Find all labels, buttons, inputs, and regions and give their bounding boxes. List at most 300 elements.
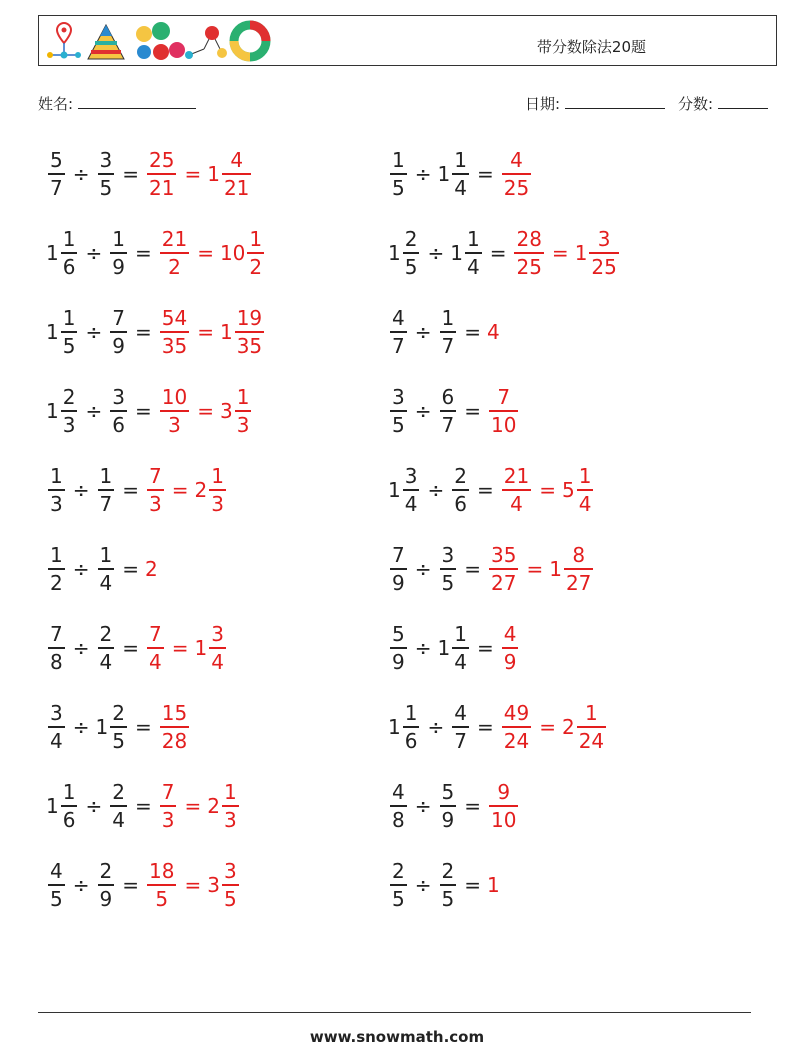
node-graph-icon — [185, 26, 227, 59]
denominator: 9 — [112, 333, 125, 358]
problem-item — [388, 534, 595, 604]
fraction-bar — [440, 568, 457, 570]
answer — [487, 873, 500, 897]
whole-number: 4 — [487, 320, 500, 344]
fraction — [440, 861, 457, 909]
numerator: 1 — [62, 227, 76, 252]
denominator: 9 — [392, 649, 405, 674]
fraction-bar — [110, 805, 127, 807]
fraction-bar — [489, 805, 518, 807]
dividend — [46, 703, 67, 751]
fraction-bar — [222, 884, 239, 886]
fraction-bar — [440, 331, 457, 333]
answer-value — [549, 545, 595, 593]
dividend — [46, 387, 79, 435]
dividend — [388, 782, 409, 830]
numerator: 15 — [161, 701, 188, 726]
whole-number: 1 — [46, 320, 59, 344]
denominator: 2 — [50, 570, 63, 595]
equals-sign: = — [197, 399, 214, 423]
numerator: 35 — [491, 543, 517, 568]
dividend — [46, 624, 67, 672]
worksheet-title: 带分数除法20题 — [536, 38, 646, 56]
numerator: 7 — [149, 622, 162, 647]
fraction-bar — [489, 410, 518, 412]
denominator: 3 — [223, 807, 237, 832]
answer-value — [158, 782, 179, 830]
denominator: 5 — [50, 886, 63, 911]
divisor — [108, 387, 129, 435]
answer-value — [195, 624, 228, 672]
score-blank — [718, 107, 768, 109]
equals-sign: = — [122, 162, 139, 186]
denominator: 21 — [223, 175, 250, 200]
dividend — [388, 466, 421, 514]
equals-sign: = — [464, 873, 481, 897]
fraction — [489, 387, 518, 435]
numerator: 3 — [441, 543, 455, 568]
numerator: 1 — [404, 701, 418, 726]
whole-number: 10 — [219, 241, 246, 265]
whole-number: 3 — [207, 873, 220, 897]
denominator: 9 — [392, 570, 405, 595]
fraction — [577, 703, 606, 751]
score-label: 分数: — [678, 95, 714, 113]
name-blank — [78, 107, 196, 109]
fraction-bar — [160, 331, 189, 333]
name-field — [38, 93, 196, 114]
fraction — [502, 150, 531, 198]
fraction — [98, 466, 115, 514]
answer-value — [487, 782, 520, 830]
numerator: 4 — [392, 306, 405, 331]
date-label: 日期: — [525, 95, 561, 113]
fraction — [160, 782, 177, 830]
fraction — [110, 229, 127, 277]
fraction-bar — [110, 410, 127, 412]
fraction-bar — [61, 805, 78, 807]
fraction-bar — [502, 647, 519, 649]
equals-sign: = — [476, 715, 494, 739]
equals-sign: = — [476, 636, 494, 660]
whole-number: 1 — [46, 241, 59, 265]
answer — [158, 229, 266, 277]
fraction-bar — [390, 173, 407, 175]
numerator: 3 — [223, 859, 237, 884]
divisor — [438, 782, 459, 830]
equals-sign: = — [539, 478, 556, 502]
whole-number: 1 — [437, 636, 451, 660]
divisor — [450, 703, 471, 751]
fraction-bar — [440, 884, 457, 886]
answer-value — [158, 229, 191, 277]
answer — [145, 466, 228, 514]
equals-sign: = — [122, 873, 139, 897]
whole-number: 2 — [561, 715, 575, 739]
fraction — [222, 150, 251, 198]
fraction-bar — [502, 726, 531, 728]
fraction-bar — [98, 173, 115, 175]
whole-number: 2 — [207, 794, 220, 818]
answer — [145, 150, 253, 198]
numerator: 5 — [50, 148, 63, 173]
divisor — [450, 466, 471, 514]
denominator: 7 — [50, 175, 63, 200]
numerator: 6 — [441, 385, 455, 410]
denominator: 6 — [62, 254, 76, 279]
denominator: 9 — [441, 807, 455, 832]
fraction — [489, 782, 518, 830]
numerator: 7 — [50, 622, 63, 647]
fraction-bar — [61, 331, 78, 333]
numerator: 3 — [392, 385, 405, 410]
fraction — [390, 150, 407, 198]
problem-item — [388, 692, 608, 762]
dividend — [388, 150, 409, 198]
fraction-bar — [61, 252, 78, 254]
fraction — [514, 229, 543, 277]
fraction-bar — [98, 489, 115, 491]
worksheet-header — [38, 15, 777, 66]
whole-number: 5 — [561, 478, 575, 502]
fraction-bar — [98, 647, 115, 649]
fraction — [235, 387, 252, 435]
denominator: 4 — [99, 570, 113, 595]
fraction — [48, 861, 65, 909]
fraction — [247, 229, 264, 277]
equals-sign: = — [134, 794, 152, 818]
divide-sign: ÷ — [427, 241, 445, 265]
numerator: 1 — [211, 464, 224, 489]
fraction-bar — [110, 726, 127, 728]
fraction-bar — [577, 726, 606, 728]
answer — [500, 624, 521, 672]
fraction — [390, 624, 407, 672]
whole-number: 1 — [549, 557, 562, 581]
equals-sign: = — [134, 241, 152, 265]
divisor — [96, 150, 117, 198]
fraction — [110, 782, 127, 830]
divide-sign: ÷ — [427, 478, 445, 502]
fraction — [440, 545, 457, 593]
divide-sign: ÷ — [72, 162, 90, 186]
problem-item — [388, 218, 621, 288]
divide-sign: ÷ — [72, 557, 90, 581]
numerator: 3 — [211, 622, 224, 647]
fraction — [222, 782, 239, 830]
fraction — [390, 782, 407, 830]
answer — [500, 466, 596, 514]
denominator: 4 — [578, 491, 592, 516]
fraction-bar — [48, 489, 65, 491]
denominator: 25 — [503, 175, 530, 200]
denominator: 4 — [149, 649, 162, 674]
fraction-bar — [502, 489, 531, 491]
answer — [158, 782, 241, 830]
fraction-bar — [452, 173, 469, 175]
whole-number: 1 — [46, 399, 59, 423]
numerator: 3 — [404, 464, 418, 489]
denominator: 24 — [578, 728, 605, 753]
divide-sign: ÷ — [85, 794, 103, 818]
divide-sign: ÷ — [85, 320, 103, 344]
numerator: 7 — [161, 780, 175, 805]
dividend — [388, 703, 421, 751]
fraction-bar — [564, 568, 593, 570]
numerator: 7 — [112, 306, 125, 331]
name-label: 姓名: — [38, 95, 74, 113]
fraction-bar — [147, 489, 164, 491]
whole-number: 1 — [388, 478, 401, 502]
fraction — [110, 387, 127, 435]
dividend — [46, 308, 79, 356]
fraction-bar — [222, 173, 251, 175]
numerator: 1 — [578, 464, 592, 489]
problem-item — [46, 534, 158, 604]
answer-value — [207, 150, 253, 198]
denominator: 25 — [591, 254, 617, 279]
fraction-bar — [390, 805, 407, 807]
numerator: 2 — [441, 859, 455, 884]
answer-value — [220, 387, 253, 435]
footer-url: www.snowmath.com — [309, 1028, 485, 1046]
date-blank — [565, 107, 665, 109]
numerator: 2 — [112, 701, 125, 726]
numerator: 3 — [50, 701, 63, 726]
numerator: 19 — [236, 306, 263, 331]
fraction-bar — [440, 805, 457, 807]
whole-number: 2 — [194, 478, 208, 502]
numerator: 5 — [441, 780, 455, 805]
numerator: 1 — [249, 227, 263, 252]
numerator: 2 — [99, 622, 113, 647]
fraction — [452, 703, 469, 751]
equals-sign: = — [184, 162, 202, 186]
dividend — [46, 861, 67, 909]
answer-value — [220, 308, 266, 356]
denominator: 9 — [112, 254, 125, 279]
fraction — [61, 229, 78, 277]
fraction — [61, 782, 78, 830]
denominator: 5 — [112, 728, 125, 753]
numerator: 4 — [50, 859, 63, 884]
divisor — [108, 229, 129, 277]
numbered-circles-icon — [136, 22, 185, 60]
denominator: 6 — [62, 807, 76, 832]
divisor — [96, 861, 117, 909]
denominator: 10 — [491, 412, 517, 437]
numerator: 1 — [112, 227, 125, 252]
fraction-bar — [403, 726, 420, 728]
denominator: 7 — [441, 333, 455, 358]
divide-sign: ÷ — [72, 715, 90, 739]
fraction — [209, 624, 226, 672]
numerator: 21 — [161, 227, 188, 252]
fraction — [489, 545, 518, 593]
numerator: 2 — [454, 464, 467, 489]
numerator: 2 — [112, 780, 125, 805]
denominator: 4 — [454, 649, 467, 674]
denominator: 35 — [236, 333, 263, 358]
numerator: 1 — [454, 148, 467, 173]
fraction-bar — [110, 331, 127, 333]
denominator: 4 — [466, 254, 480, 279]
fraction-bar — [160, 252, 189, 254]
fraction — [61, 387, 78, 435]
fraction-bar — [390, 331, 407, 333]
fraction-bar — [98, 568, 115, 570]
fraction-bar — [403, 489, 420, 491]
numerator: 7 — [392, 543, 405, 568]
fraction — [502, 624, 519, 672]
numerator: 3 — [597, 227, 611, 252]
equals-sign: = — [539, 715, 556, 739]
numerator: 25 — [149, 148, 175, 173]
fraction-bar — [502, 173, 531, 175]
divisor — [438, 150, 471, 198]
answer-value — [500, 624, 521, 672]
fraction — [452, 466, 469, 514]
problem-item — [46, 692, 191, 762]
denominator: 2 — [168, 254, 181, 279]
equals-sign: = — [197, 320, 214, 344]
whole-number: 1 — [194, 636, 208, 660]
answer-value — [487, 545, 520, 593]
answer — [145, 624, 228, 672]
problem-item — [46, 613, 228, 683]
denominator: 5 — [155, 886, 169, 911]
dividend — [46, 545, 67, 593]
answer-value — [145, 624, 166, 672]
problem-item — [46, 139, 253, 209]
divide-sign: ÷ — [414, 320, 432, 344]
answer-value — [562, 703, 608, 751]
denominator: 3 — [149, 491, 162, 516]
problem-item — [388, 297, 500, 367]
fraction-bar — [390, 647, 407, 649]
numerator: 8 — [572, 543, 586, 568]
answer-value — [500, 150, 533, 198]
fraction-bar — [390, 884, 407, 886]
numerator: 4 — [230, 148, 244, 173]
equals-sign: = — [171, 478, 189, 502]
whole-number: 1 — [95, 715, 109, 739]
whole-number: 1 — [207, 162, 220, 186]
donut-chart-icon — [234, 25, 266, 57]
denominator: 6 — [404, 728, 418, 753]
divisor — [438, 624, 471, 672]
divide-sign: ÷ — [72, 478, 90, 502]
answer-value — [500, 703, 533, 751]
fraction-bar — [390, 410, 407, 412]
numerator: 1 — [62, 780, 76, 805]
denominator: 5 — [441, 886, 455, 911]
answer-value — [195, 466, 228, 514]
equals-sign: = — [171, 636, 189, 660]
denominator: 3 — [168, 412, 181, 437]
denominator: 5 — [441, 570, 455, 595]
denominator: 4 — [112, 807, 125, 832]
denominator: 24 — [503, 728, 530, 753]
answer-value — [500, 466, 533, 514]
equals-sign: = — [551, 241, 569, 265]
whole-number: 3 — [219, 399, 233, 423]
divide-sign: ÷ — [414, 399, 432, 423]
answer — [512, 229, 620, 277]
fraction — [160, 387, 189, 435]
fraction-bar — [147, 173, 176, 175]
divide-sign: ÷ — [414, 557, 432, 581]
fraction-bar — [48, 173, 65, 175]
fraction — [61, 308, 78, 356]
fraction-bar — [514, 252, 543, 254]
answer — [487, 545, 595, 593]
fraction — [390, 308, 407, 356]
problem-item — [46, 455, 228, 525]
fraction — [589, 229, 618, 277]
denominator: 3 — [62, 412, 76, 437]
answer-value — [207, 861, 240, 909]
denominator: 7 — [99, 491, 113, 516]
numerator: 2 — [392, 859, 405, 884]
fraction — [222, 861, 239, 909]
denominator: 2 — [249, 254, 263, 279]
dividend — [388, 545, 409, 593]
fraction — [209, 466, 226, 514]
denominator: 3 — [211, 491, 224, 516]
fraction-bar — [98, 884, 115, 886]
denominator: 8 — [50, 649, 63, 674]
answer — [500, 703, 608, 751]
denominator: 4 — [404, 491, 418, 516]
denominator: 3 — [50, 491, 63, 516]
numerator: 4 — [510, 148, 523, 173]
fraction-bar — [160, 726, 189, 728]
fraction-bar — [465, 252, 482, 254]
equals-sign: = — [476, 162, 494, 186]
fraction — [235, 308, 264, 356]
denominator: 35 — [161, 333, 188, 358]
divisor — [438, 308, 459, 356]
problem-item — [388, 771, 520, 841]
numerator: 1 — [62, 306, 76, 331]
denominator: 10 — [491, 807, 517, 832]
fraction-bar — [452, 726, 469, 728]
answer — [487, 320, 500, 344]
fraction-bar — [48, 568, 65, 570]
answer-value — [487, 387, 520, 435]
fraction — [440, 308, 457, 356]
fraction — [110, 703, 127, 751]
problem-item — [46, 218, 266, 288]
numerator: 2 — [404, 227, 418, 252]
whole-number: 1 — [574, 241, 588, 265]
dividend — [388, 861, 409, 909]
fraction — [403, 703, 420, 751]
equals-sign: = — [134, 399, 152, 423]
fraction — [48, 624, 65, 672]
numerator: 10 — [161, 385, 188, 410]
answer — [145, 861, 241, 909]
divide-sign: ÷ — [414, 794, 432, 818]
numerator: 5 — [392, 622, 405, 647]
whole-number: 1 — [388, 715, 401, 739]
fraction — [577, 466, 594, 514]
fraction — [48, 703, 65, 751]
fraction — [440, 782, 457, 830]
fraction — [403, 229, 420, 277]
problem-item — [388, 139, 533, 209]
